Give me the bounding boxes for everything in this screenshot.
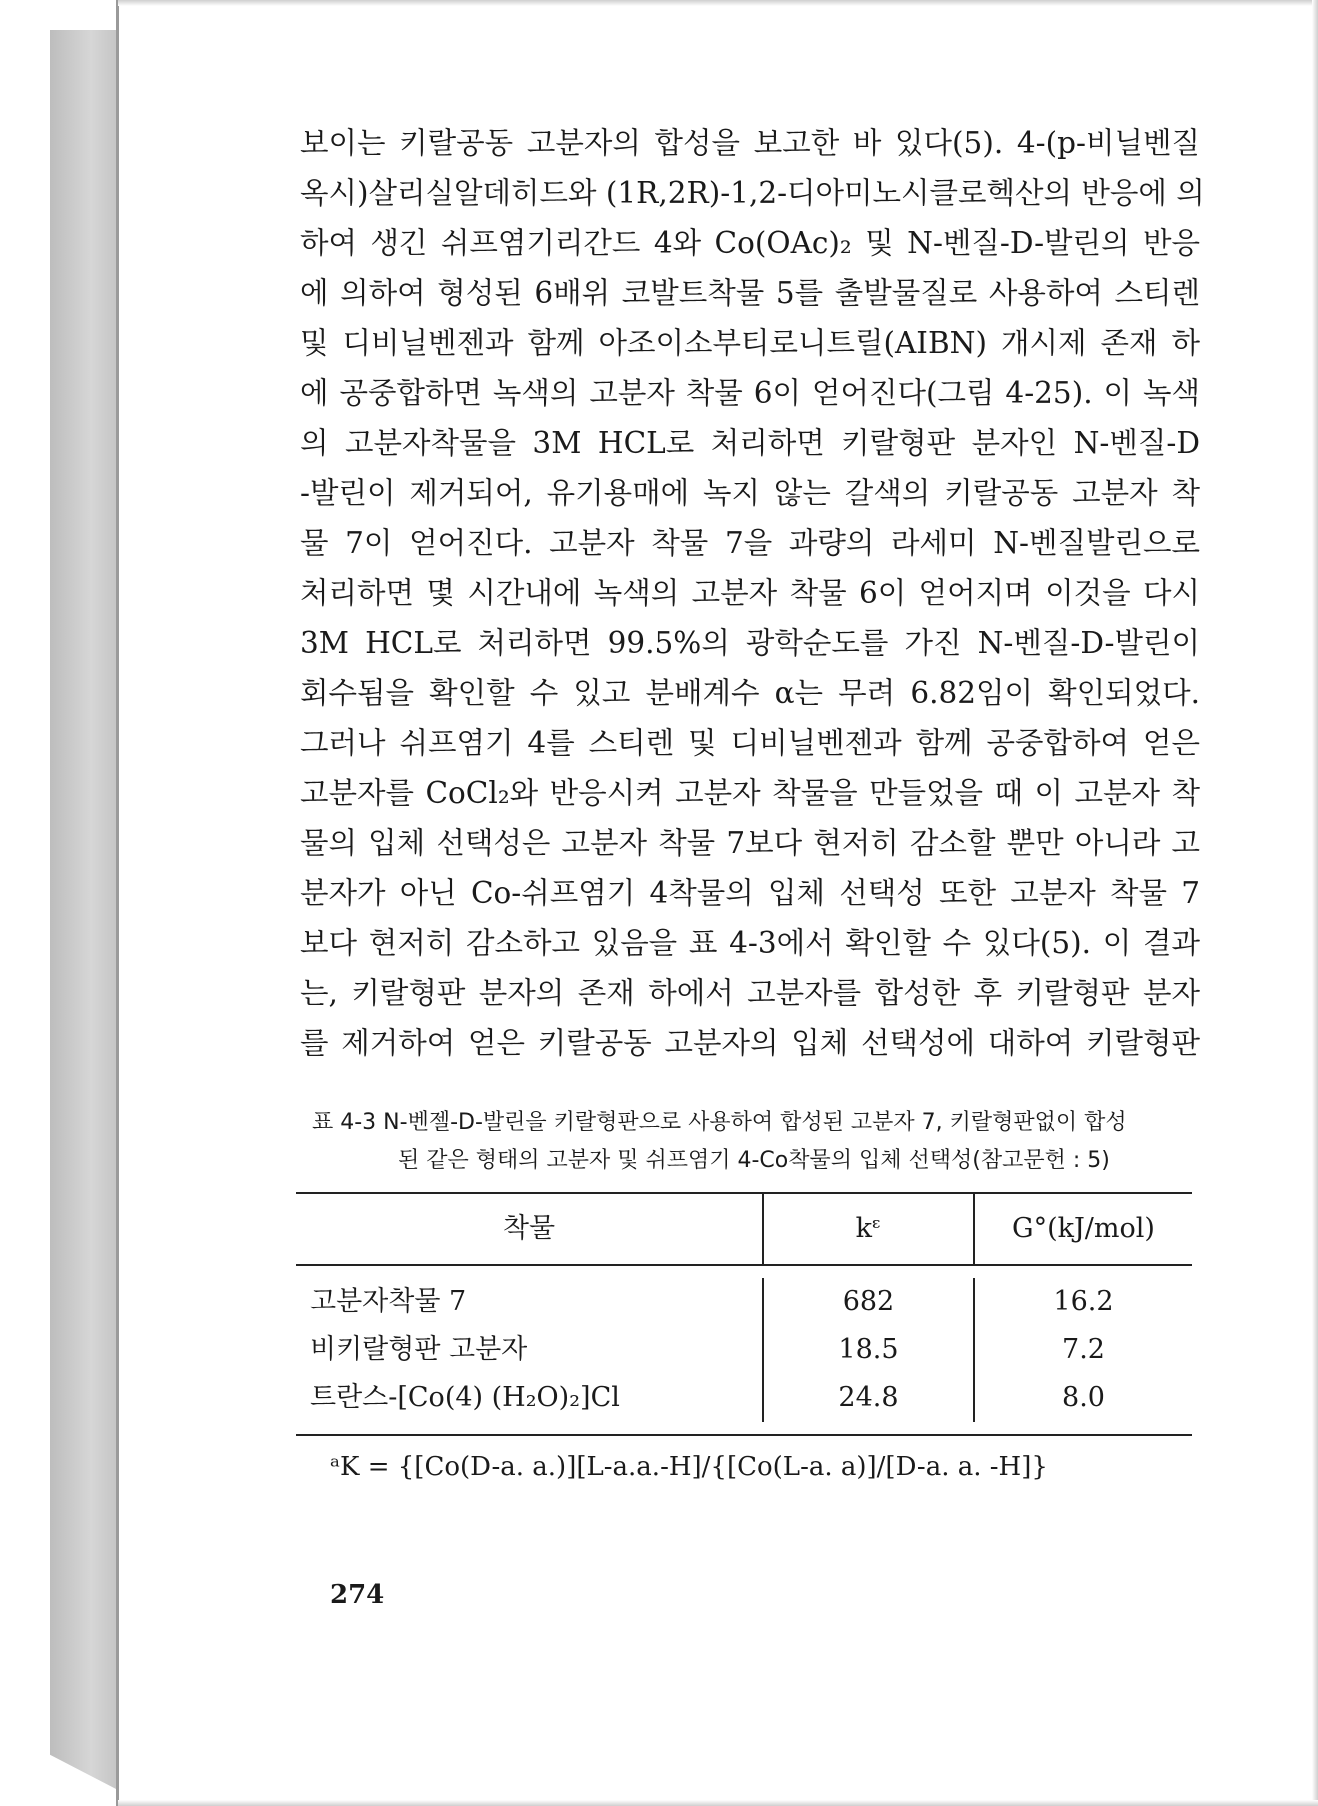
table-cell: 고분자착물 7 bbox=[310, 1286, 467, 1317]
page-bottom-edge bbox=[118, 1800, 1318, 1806]
table-cell: 트란스-[Co(4) (H₂O)₂]Cl bbox=[310, 1382, 620, 1413]
page-number: 274 bbox=[330, 1580, 385, 1610]
data-table bbox=[296, 1192, 1192, 1436]
body-line: -발린이 제거되어, 유기용매에 녹지 않는 갈색의 키랄공동 고분자 착 bbox=[300, 476, 1200, 510]
body-line: 3M HCL로 처리하면 99.5%의 광학순도를 가진 N-벤질-D-발린이 bbox=[300, 626, 1200, 660]
body-line: 에 의하여 형성된 6배위 코발트착물 5를 출발물질로 사용하여 스티렌 bbox=[300, 276, 1200, 310]
table-row bbox=[296, 1326, 1192, 1374]
body-line: 보다 현저히 감소하고 있음을 표 4-3에서 확인할 수 있다(5). 이 결과 bbox=[300, 926, 1200, 960]
body-paragraph bbox=[300, 118, 1205, 1068]
body-line: 는, 키랄형판 분자의 존재 하에서 고분자를 합성한 후 키랄형판 분자 bbox=[300, 976, 1200, 1010]
table-header-cell: 착물 bbox=[502, 1213, 556, 1244]
table-header-row bbox=[296, 1194, 1192, 1266]
body-line: 고분자를 CoCl₂와 반응시켜 고분자 착물을 만들었을 때 이 고분자 착 bbox=[300, 776, 1200, 810]
body-line: 회수됨을 확인할 수 있고 분배계수 α는 무려 6.82임이 확인되었다. bbox=[300, 676, 1200, 710]
table-cell: 24.8 bbox=[762, 1374, 973, 1422]
table-header-cell: kᵋ bbox=[762, 1194, 973, 1264]
table-cell: 7.2 bbox=[973, 1326, 1192, 1374]
table-row bbox=[296, 1374, 1192, 1434]
body-line: 하여 생긴 쉬프염기리간드 4와 Co(OAc)₂ 및 N-벤질-D-발린의 반응 bbox=[300, 226, 1200, 260]
body-line: 에 공중합하면 녹색의 고분자 착물 6이 얻어진다(그림 4-25). 이 녹색 bbox=[300, 376, 1200, 410]
body-line: 를 제거하여 얻은 키랄공동 고분자의 입체 선택성에 대하여 키랄형판 bbox=[300, 1026, 1200, 1060]
body-line: 분자가 아닌 Co-쉬프염기 4착물의 입체 선택성 또한 고분자 착물 7 bbox=[300, 876, 1200, 910]
table-cell: 비키랄형판 고분자 bbox=[310, 1334, 528, 1365]
body-line: 보이는 키랄공동 고분자의 합성을 보고한 바 있다(5). 4-(p-비닐벤질 bbox=[300, 126, 1200, 160]
table-row bbox=[296, 1266, 1192, 1326]
body-line: 처리하면 몇 시간내에 녹색의 고분자 착물 6이 얻어지며 이것을 다시 bbox=[300, 576, 1200, 610]
page-top-edge bbox=[118, 0, 1318, 6]
body-line: 물 7이 얻어진다. 고분자 착물 7을 과량의 라세미 N-벤질발린으로 bbox=[300, 526, 1200, 560]
table-caption-line: 된 같은 형태의 고분자 및 쉬프염기 4-Co착물의 입체 선택성(참고문헌 : 5) bbox=[398, 1148, 1110, 1173]
body-line: 및 디비닐벤젠과 함께 아조이소부티로니트릴(AIBN) 개시제 존재 하 bbox=[300, 326, 1200, 360]
body-line: 물의 입체 선택성은 고분자 착물 7보다 현저히 감소할 뿐만 아니라 고 bbox=[300, 826, 1200, 860]
book-spine bbox=[50, 30, 118, 1790]
table-caption-line: 표 4-3 N-벤젤-D-발린을 키랄형판으로 사용하여 합성된 고분자 7, 키랄형판없이 합성 bbox=[312, 1110, 1127, 1135]
table-cell: 18.5 bbox=[762, 1326, 973, 1374]
table-caption bbox=[312, 1104, 1192, 1180]
table-cell: 8.0 bbox=[973, 1374, 1192, 1422]
page-left-edge bbox=[116, 0, 119, 1806]
table-footnote: ᵃK = {[Co(D-a. a.)][L-a.a.-H]/{[Co(L-a. a)]/[D-a. a. -H]} bbox=[330, 1452, 1048, 1482]
table-header-cell: G°(kJ/mol) bbox=[973, 1194, 1192, 1264]
body-line: 옥시)살리실알데히드와 (1R,2R)-1,2-디아미노시클로헥산의 반응에 의 bbox=[300, 176, 1205, 210]
body-line: 의 고분자착물을 3M HCL로 처리하면 키랄형판 분자인 N-벤질-D bbox=[300, 426, 1200, 460]
table-cell: 682 bbox=[762, 1278, 973, 1326]
table-cell: 16.2 bbox=[973, 1278, 1192, 1326]
page-right-edge bbox=[1312, 0, 1318, 1806]
body-line: 그러나 쉬프염기 4를 스티렌 및 디비닐벤젠과 함께 공중합하여 얻은 bbox=[300, 726, 1200, 760]
